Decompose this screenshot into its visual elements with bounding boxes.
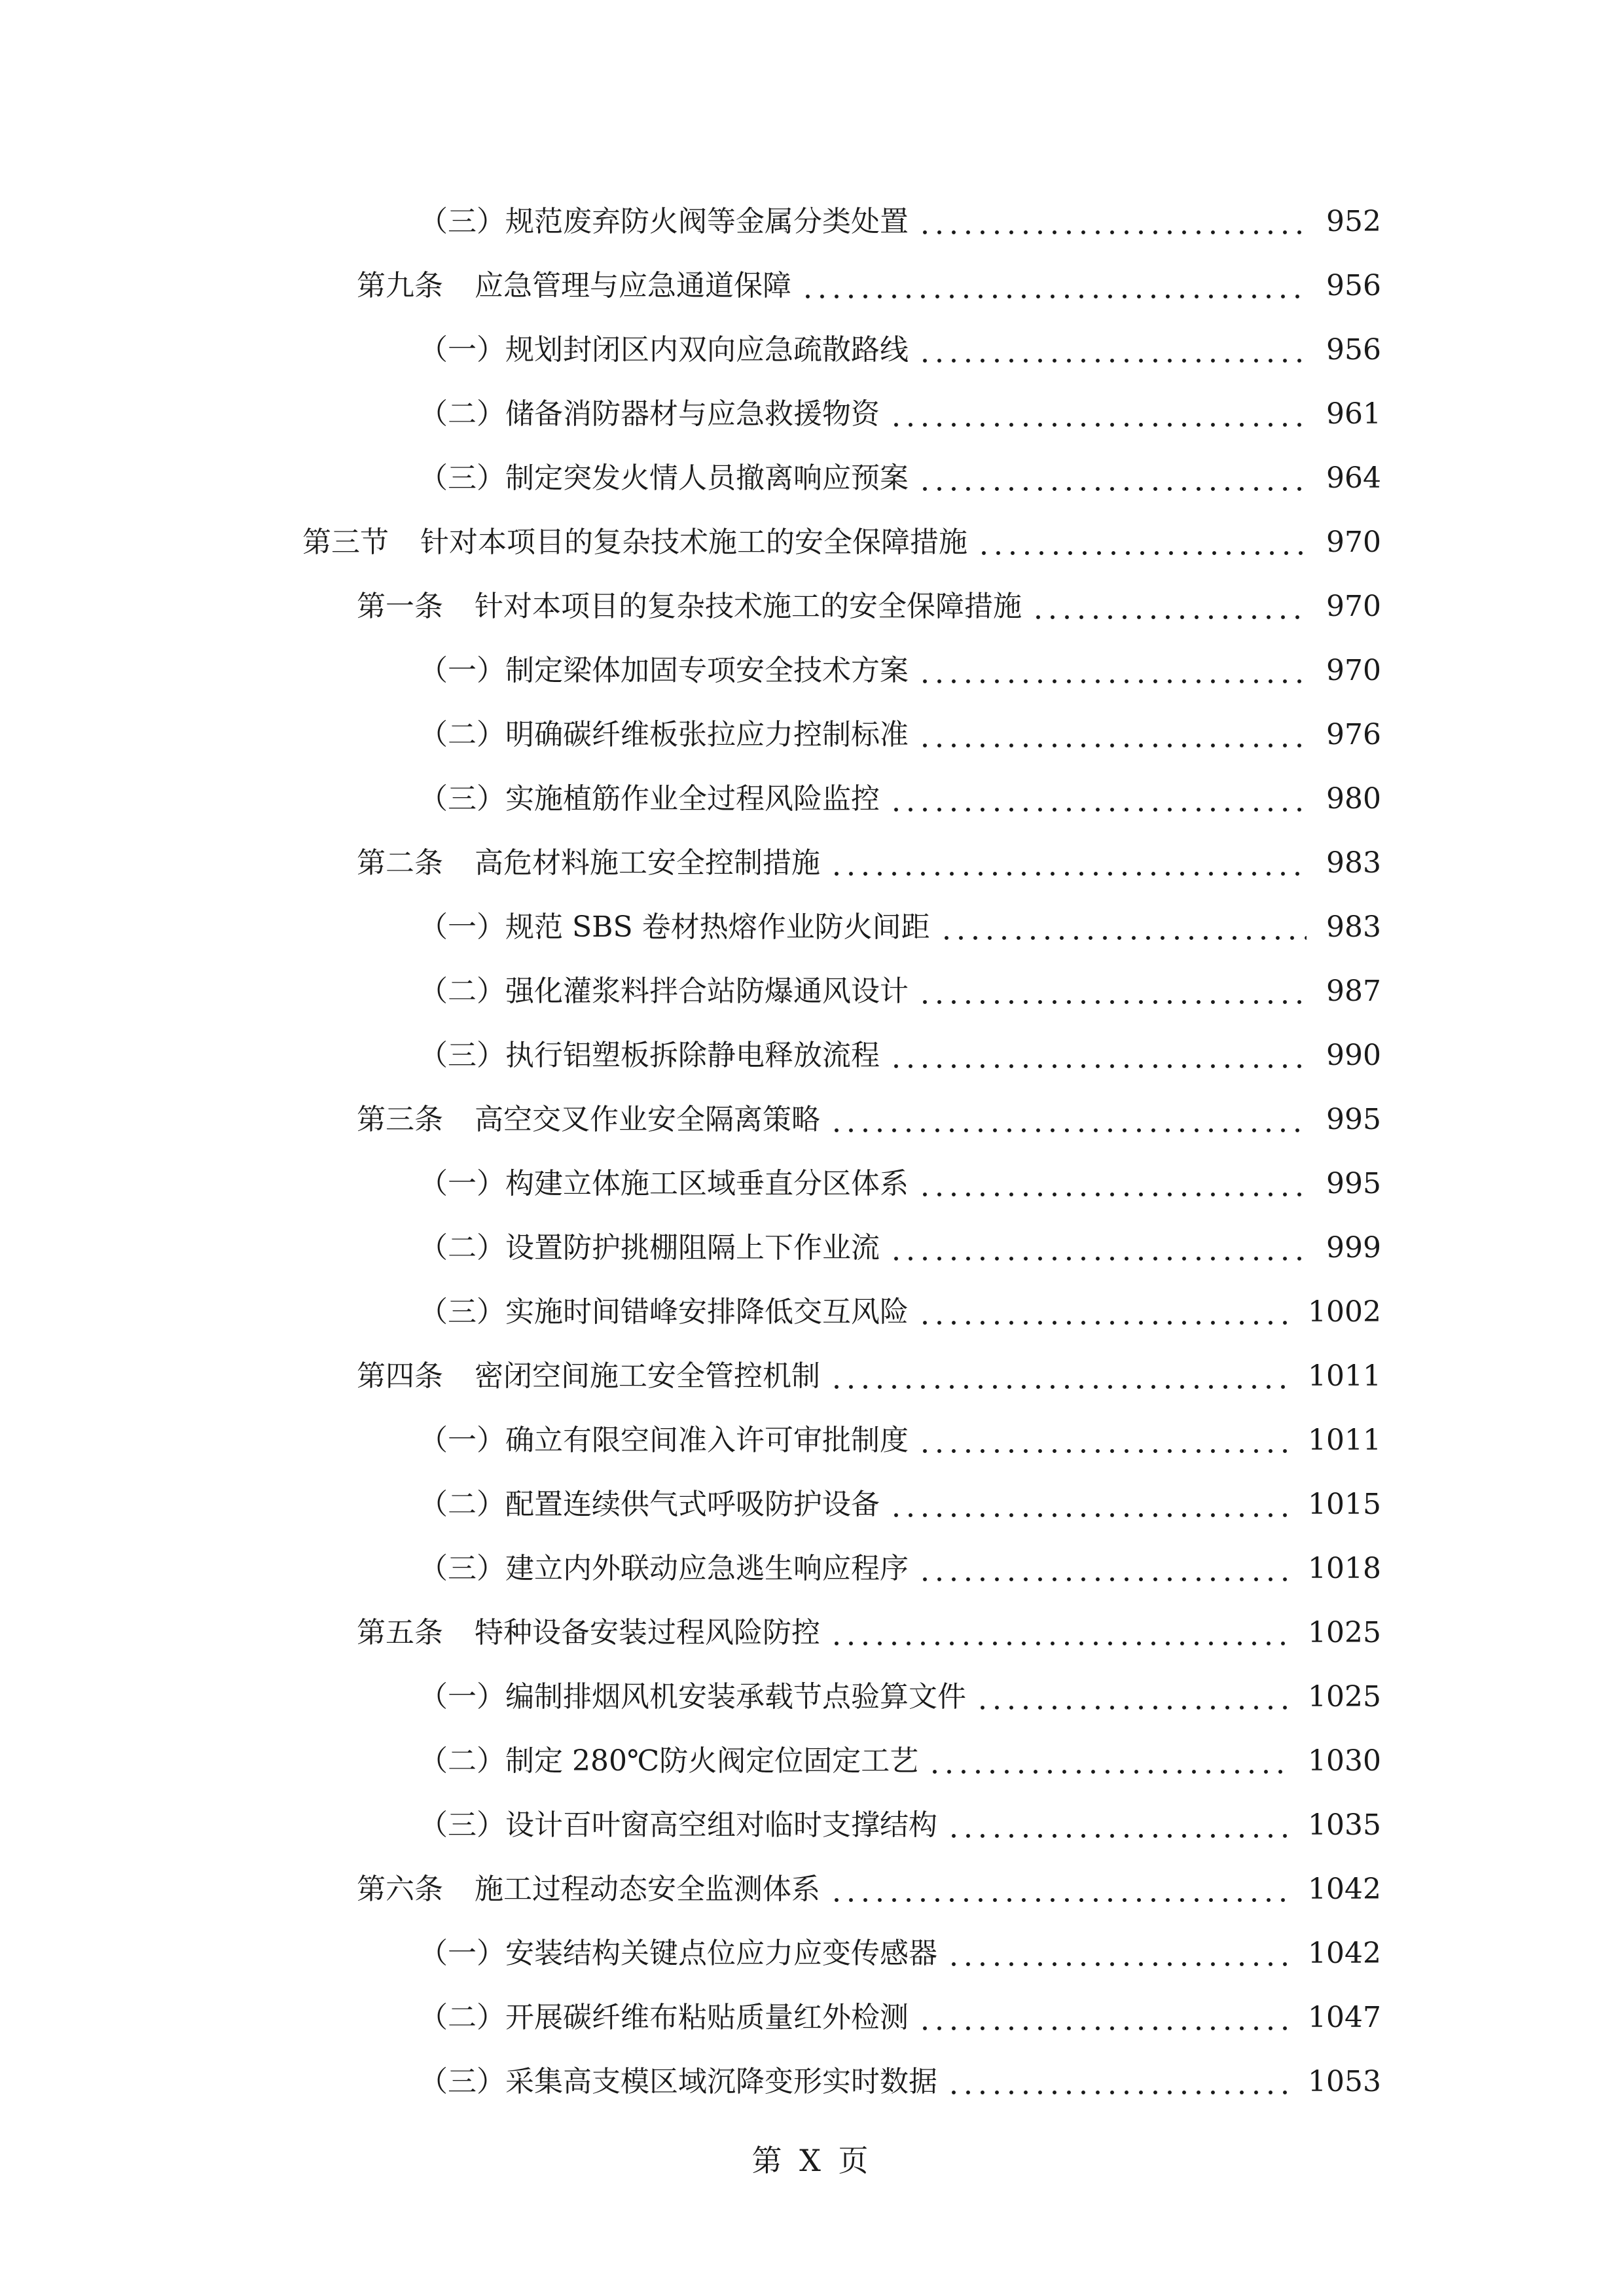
toc-entry-label: 第九条 [357, 269, 443, 302]
toc-page-number: 983 [1326, 910, 1381, 944]
toc-entry-title [419, 1680, 966, 1713]
toc-leader-dots [918, 336, 1307, 365]
toc-entry-title [419, 782, 880, 816]
page-footer: 第 X 页 [751, 2143, 873, 2178]
toc-entry-title [302, 528, 967, 557]
toc-entry-label: （二）强化灌浆料拌合站防爆通风设计 [419, 975, 909, 1008]
toc-entry-label: 第三条 [357, 1103, 443, 1136]
toc-entry-label: （三）执行铝塑板拆除静电释放流程 [419, 1039, 880, 1072]
toc-page-number: 1025 [1308, 1680, 1381, 1713]
toc-entry[interactable] [0, 511, 1624, 575]
toc-page-number: 1047 [1308, 2001, 1381, 2034]
toc-page-number: 976 [1326, 718, 1381, 751]
toc-entry-label: （三）制定突发火情人员撤离响应预案 [419, 461, 909, 495]
toc-page-number: 980 [1326, 782, 1381, 816]
toc-entry-title [419, 910, 930, 944]
toc-entry[interactable] [0, 831, 1624, 895]
toc-entry[interactable] [0, 1922, 1624, 1986]
toc-entry-title [419, 2065, 937, 2098]
toc-entry[interactable] [0, 2050, 1624, 2114]
toc-leader-dots [918, 721, 1307, 749]
toc-page-number: 970 [1326, 654, 1381, 687]
toc-entry[interactable] [0, 895, 1624, 960]
toc-entry-title [419, 333, 909, 367]
toc-page-number: 970 [1326, 590, 1381, 623]
toc-leader-dots [939, 913, 1307, 942]
toc-entry[interactable] [0, 1024, 1624, 1088]
toc-page-number: 1015 [1308, 1488, 1381, 1521]
toc-entry[interactable] [0, 1857, 1624, 1922]
toc-page-number: 983 [1326, 846, 1381, 880]
toc-entry-label: 第六条 [357, 1873, 443, 1906]
toc-entry-title [419, 397, 880, 431]
toc-entry-label: （二）制定 280℃防火阀定位固定工艺 [419, 1744, 919, 1778]
toc-entry-title [419, 1041, 880, 1070]
toc-page-number: 1011 [1308, 1359, 1381, 1393]
toc-entry-heading: 特种设备安装过程风险防控 [475, 1616, 820, 1649]
toc-entry-heading: 应急管理与应急通道保障 [475, 269, 791, 302]
toc-page-number: 999 [1326, 1231, 1381, 1265]
toc-entry-title [357, 1875, 820, 1904]
toc-leader-dots [829, 1105, 1307, 1134]
toc-entry-label: （二）配置连续供气式呼吸防护设备 [419, 1488, 880, 1521]
toc-entry-title [357, 846, 820, 880]
toc-entry-heading: 高危材料施工安全控制措施 [475, 846, 820, 880]
toc-entry[interactable] [0, 254, 1624, 318]
toc-entry[interactable] [0, 1408, 1624, 1473]
table-of-contents [0, 190, 1624, 2114]
toc-leader-dots [889, 400, 1307, 429]
toc-entry-label: （三）建立内外联动应急逃生响应程序 [419, 1552, 909, 1585]
toc-entry-title [419, 656, 909, 685]
toc-entry[interactable] [0, 1473, 1624, 1537]
toc-entry-title [419, 1295, 909, 1329]
toc-entry-label: （一）规范 SBS 卷材热熔作业防火间距 [419, 910, 930, 944]
toc-entry[interactable] [0, 382, 1624, 446]
toc-entry-title [357, 1105, 820, 1134]
toc-entry-title [357, 269, 791, 302]
toc-entry-title [419, 1231, 880, 1265]
toc-entry[interactable] [0, 703, 1624, 767]
toc-entry-label: 第四条 [357, 1359, 443, 1393]
toc-page-number: 1002 [1308, 1295, 1381, 1329]
toc-entry-label: （一）制定梁体加固专项安全技术方案 [419, 654, 909, 687]
toc-entry-title [419, 207, 909, 236]
toc-page-number: 1053 [1308, 2065, 1381, 2098]
toc-entry-title [357, 592, 1022, 621]
toc-entry-heading: 高空交叉作业安全隔离策略 [475, 1103, 820, 1136]
toc-page-number: 1035 [1308, 1808, 1381, 1842]
toc-page-number: 995 [1326, 1103, 1381, 1136]
toc-entry-label: （二）设置防护挑棚阻隔上下作业流 [419, 1231, 880, 1265]
toc-entry-title [357, 1616, 820, 1649]
toc-page-number: 952 [1326, 205, 1381, 238]
toc-leader-dots [889, 785, 1307, 814]
toc-leader-dots [928, 1747, 1292, 1776]
toc-page-number: 1042 [1308, 1873, 1381, 1906]
toc-leader-dots [918, 977, 1307, 1006]
toc-entry[interactable] [0, 1537, 1624, 1601]
toc-leader-dots [1031, 592, 1307, 621]
toc-entry-title [419, 1426, 909, 1455]
toc-entry-title [419, 461, 909, 495]
toc-leader-dots [947, 1939, 1292, 1968]
toc-leader-dots [975, 1683, 1292, 1712]
toc-entry-label: （一）编制排烟风机安装承载节点验算文件 [419, 1680, 966, 1713]
toc-entry[interactable] [0, 960, 1624, 1024]
toc-entry-label: （三）设计百叶窗高空组对临时支撑结构 [419, 1808, 937, 1842]
toc-leader-dots [829, 1619, 1292, 1647]
toc-entry-label: （二）储备消防器材与应急救援物资 [419, 397, 880, 431]
toc-entry-title [419, 718, 909, 751]
toc-entry[interactable] [0, 1344, 1624, 1408]
toc-page-number: 1011 [1308, 1424, 1381, 1457]
toc-entry-title [419, 1744, 919, 1778]
toc-entry-label: 第五条 [357, 1616, 443, 1649]
toc-entry-title [419, 977, 909, 1006]
toc-leader-dots [829, 849, 1307, 878]
toc-entry-title [419, 2003, 909, 2032]
toc-entry-heading: 施工过程动态安全监测体系 [475, 1873, 820, 1906]
toc-leader-dots [829, 1875, 1292, 1904]
toc-entry-heading: 针对本项目的复杂技术施工的安全保障措施 [420, 526, 967, 559]
toc-entry-label: （二）开展碳纤维布粘贴质量红外检测 [419, 2001, 909, 2034]
toc-leader-dots [829, 1362, 1292, 1391]
toc-entry[interactable] [0, 190, 1624, 254]
toc-page-number: 990 [1326, 1039, 1381, 1072]
toc-page-number: 956 [1326, 269, 1381, 302]
toc-page-number: 995 [1326, 1167, 1381, 1200]
toc-leader-dots [977, 528, 1307, 557]
toc-leader-dots [918, 1170, 1307, 1198]
toc-entry-heading: 密闭空间施工安全管控机制 [475, 1359, 820, 1393]
toc-leader-dots [918, 207, 1307, 236]
toc-leader-dots [918, 2003, 1292, 2032]
toc-leader-dots [889, 1490, 1292, 1519]
toc-leader-dots [947, 1811, 1292, 1840]
toc-page-number: 1030 [1308, 1744, 1381, 1778]
toc-entry[interactable] [0, 1216, 1624, 1280]
toc-entry-label: （一）构建立体施工区域垂直分区体系 [419, 1167, 909, 1200]
toc-entry-label: （三）采集高支模区域沉降变形实时数据 [419, 2065, 937, 2098]
toc-entry-label: 第一条 [357, 590, 443, 623]
toc-page-number: 970 [1326, 526, 1381, 559]
toc-entry-label: （一）安装结构关键点位应力应变传感器 [419, 1937, 937, 1970]
toc-page-number: 987 [1326, 975, 1381, 1008]
toc-entry-label: （三）实施植筋作业全过程风险监控 [419, 782, 880, 816]
toc-entry-title [357, 1359, 820, 1393]
toc-entry[interactable] [0, 575, 1624, 639]
toc-page-number: 1042 [1308, 1937, 1381, 1970]
toc-leader-dots [918, 656, 1307, 685]
toc-entry-label: （一）规划封闭区内双向应急疏散路线 [419, 333, 909, 367]
toc-entry[interactable] [0, 1665, 1624, 1729]
toc-leader-dots [947, 2068, 1292, 2096]
toc-leader-dots [918, 1554, 1292, 1583]
toc-page-number: 956 [1326, 333, 1381, 367]
toc-entry-label: （一）确立有限空间准入许可审批制度 [419, 1424, 909, 1457]
toc-entry-title [419, 1490, 880, 1519]
toc-page-number: 964 [1326, 461, 1381, 495]
toc-entry[interactable] [0, 1729, 1624, 1793]
toc-entry-title [419, 1939, 937, 1968]
toc-entry-title [419, 1554, 909, 1583]
toc-entry-label: （三）规范废弃防火阀等金属分类处置 [419, 205, 909, 238]
toc-entry[interactable] [0, 767, 1624, 831]
toc-leader-dots [889, 1234, 1307, 1263]
toc-entry[interactable] [0, 318, 1624, 382]
toc-entry[interactable] [0, 1152, 1624, 1216]
toc-entry[interactable] [0, 1088, 1624, 1152]
toc-entry-heading: 针对本项目的复杂技术施工的安全保障措施 [475, 590, 1022, 623]
toc-page-number: 961 [1326, 397, 1381, 431]
toc-entry[interactable] [0, 1793, 1624, 1857]
toc-leader-dots [889, 1041, 1307, 1070]
toc-entry-label: 第二条 [357, 846, 443, 880]
toc-entry-label: 第三节 [302, 526, 389, 559]
toc-page-number: 1025 [1308, 1616, 1381, 1649]
toc-entry[interactable] [0, 639, 1624, 703]
toc-entry-title [419, 1167, 909, 1200]
toc-entry-label: （二）明确碳纤维板张拉应力控制标准 [419, 718, 909, 751]
toc-entry[interactable] [0, 1986, 1624, 2050]
toc-entry-title [419, 1808, 937, 1842]
toc-entry[interactable] [0, 1280, 1624, 1344]
toc-leader-dots [918, 1426, 1292, 1455]
toc-leader-dots [918, 464, 1307, 493]
toc-leader-dots [801, 272, 1307, 300]
toc-entry-label: （三）实施时间错峰安排降低交互风险 [419, 1295, 909, 1329]
toc-entry[interactable] [0, 446, 1624, 511]
toc-leader-dots [918, 1298, 1292, 1327]
toc-entry[interactable] [0, 1601, 1624, 1665]
toc-page-number: 1018 [1308, 1552, 1381, 1585]
